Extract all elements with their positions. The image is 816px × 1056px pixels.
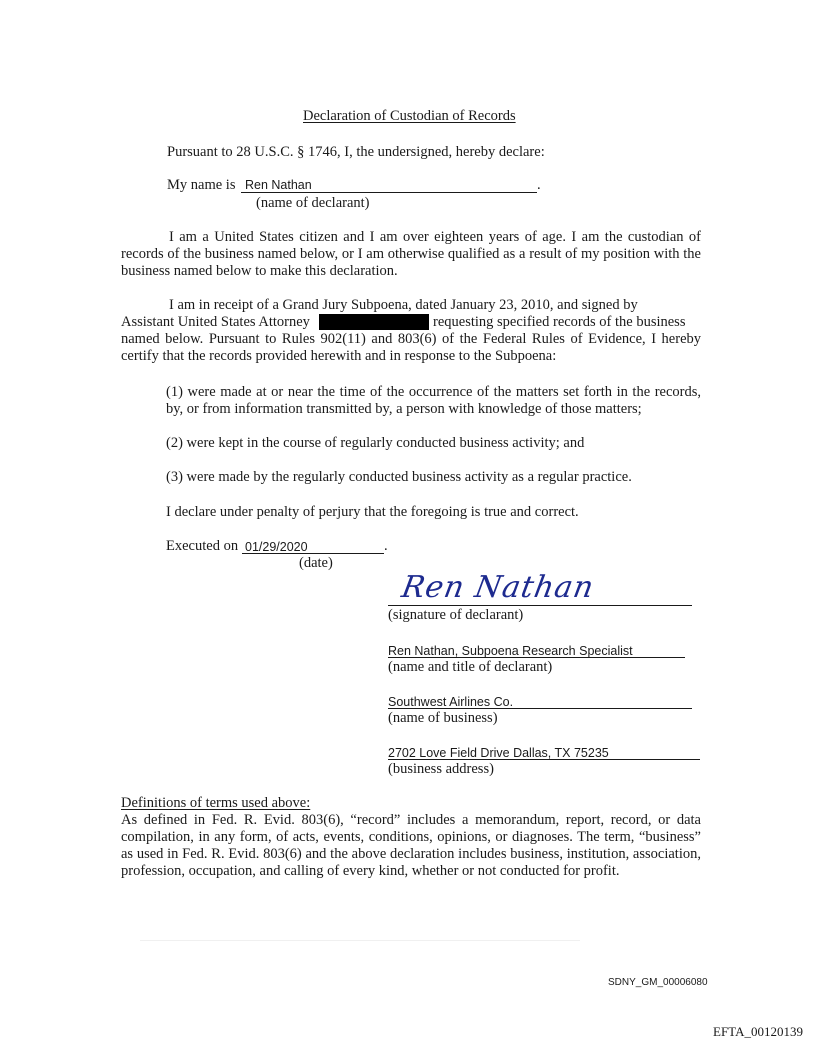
efta-number: EFTA_00120139 xyxy=(713,1024,803,1039)
perjury-statement: I declare under penalty of perjury that the foregoing is true and correct. xyxy=(166,504,579,520)
subpoena-paragraph xyxy=(121,297,701,314)
executed-date-value: 01/29/2020 xyxy=(245,540,308,554)
signature-line xyxy=(388,605,692,606)
bates-number: SDNY_GM_00006080 xyxy=(608,977,708,988)
scan-artifact-line xyxy=(140,940,580,941)
name-fill-line xyxy=(241,192,537,193)
address-caption: (business address) xyxy=(388,761,494,777)
document-title: Declaration of Custodian of Records xyxy=(303,108,516,124)
declarant-name-value: Ren Nathan xyxy=(245,178,312,192)
definitions-body-text: As defined in Fed. R. Evid. 803(6), “record” includes a memorandum, report, record, or data compilation, in any form, of acts, events, conditions, opinions, or diagnoses. The term, “business” as used in Fed. R. Evid. 803(6) and the above declaration includes business, institution, association, profession, occupation, and calling of every kind, whether or not conducted for profit. xyxy=(121,812,701,879)
subpoena-paragraph-rest xyxy=(121,331,701,365)
item-1 xyxy=(166,384,701,418)
citizen-paragraph xyxy=(121,229,701,280)
name-caption: (name of declarant) xyxy=(256,195,370,211)
item-1-text: (1) were made at or near the time of the occurrence of the matters set forth in the records, by, or from information transmitted by, a person with knowledge of those matters; xyxy=(166,384,701,417)
business-line xyxy=(388,708,692,709)
definitions-heading: Definitions of terms used above: xyxy=(121,795,311,811)
executed-prefix: Executed on xyxy=(166,538,239,554)
date-caption: (date) xyxy=(299,555,333,571)
redaction-box xyxy=(319,314,429,330)
business-name-value: Southwest Airlines Co. xyxy=(388,695,514,709)
intro-text: Pursuant to 28 U.S.C. § 1746, I, the undersigned, hereby declare: xyxy=(167,144,545,160)
subpoena-paragraph-rest-text: named below. Pursuant to Rules 902(11) and 803(6) of the Federal Rules of Evidence, I hereby certify that the records provided herewith and in response to the Subpoena: xyxy=(121,331,701,364)
name-prefix: My name is xyxy=(167,177,236,193)
declarant-signature: Ren Nathan xyxy=(398,570,598,605)
executed-suffix: . xyxy=(384,538,388,554)
business-address-value: 2702 Love Field Drive Dallas, TX 75235 xyxy=(388,746,609,760)
item-3: (3) were made by the regularly conducted business activity as a regular practice. xyxy=(166,469,632,485)
subpoena-paragraph-line2b: requesting specified records of the business xyxy=(433,314,686,330)
subpoena-paragraph-line2a: Assistant United States Attorney xyxy=(121,314,310,330)
name-suffix: . xyxy=(537,177,541,193)
name-title-line xyxy=(388,657,685,658)
address-line xyxy=(388,759,700,760)
subpoena-paragraph-line1: I am in receipt of a Grand Jury Subpoena, dated January 23, 2010, and signed by xyxy=(169,297,638,313)
item-2: (2) were kept in the course of regularly conducted business activity; and xyxy=(166,435,585,451)
business-caption: (name of business) xyxy=(388,710,498,726)
definitions-body xyxy=(121,812,701,880)
name-title-caption: (name and title of declarant) xyxy=(388,659,553,675)
name-title-value: Ren Nathan, Subpoena Research Specialist xyxy=(388,644,633,658)
citizen-paragraph-text: I am a United States citizen and I am over eighteen years of age. I am the custodian of records of the business named below, or I am otherwise qualified as a result of my position with the business named below to make this declaration. xyxy=(121,229,701,279)
signature-caption: (signature of declarant) xyxy=(388,607,524,623)
